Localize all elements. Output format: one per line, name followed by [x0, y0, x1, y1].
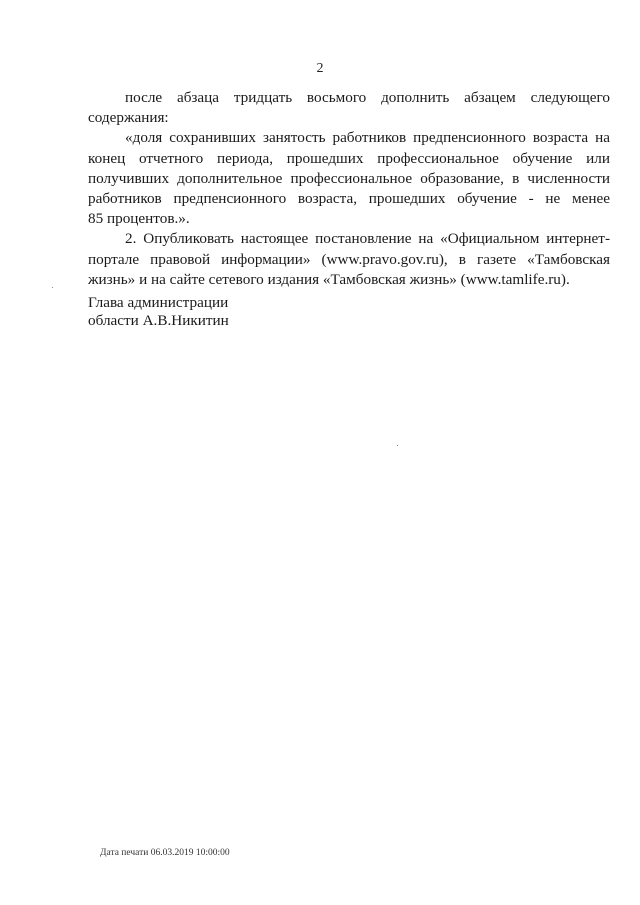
scan-speck: [397, 445, 398, 446]
text-line: 2. Опубликовать настоящее постановление на «Официальном интернет-: [125, 230, 610, 248]
document-body: [88, 88, 610, 290]
print-date-stamp: Дата печати 06.03.2019 10:00:00: [100, 848, 230, 858]
text-line: «доля сохранивших занятость работников предпенсионного возраста на: [125, 129, 610, 147]
signature-block: [88, 294, 229, 329]
paragraph-publication: [88, 229, 610, 290]
text-line: после абзаца тридцать восьмого дополнить абзацем следующего: [125, 89, 610, 106]
page-number: 2: [316, 61, 324, 76]
scan-speck: [52, 287, 53, 288]
text-line: жизнь» и на сайте сетевого издания «Тамбовская жизнь» (www.tamlife.ru).: [88, 270, 570, 288]
text-line: получивших дополнительное профессиональное образование, в численности: [88, 169, 610, 187]
text-line: работников предпенсионного возраста, прошедших обучение - не менее: [88, 190, 610, 208]
text-line: конец отчетного периода, прошедших профессиональное обучение или: [88, 149, 610, 167]
paragraph-amendment-intro: [88, 88, 610, 128]
text-line: портале правовой информации» (www.pravo.gov.ru), в газете «Тамбовская: [88, 250, 610, 268]
text-line: содержания:: [88, 109, 169, 127]
text-line: 85 процентов.».: [88, 210, 190, 228]
signature-title: Глава администрации: [88, 294, 229, 311]
paragraph-quoted-indicator: [88, 128, 610, 229]
signature-name: области А.В.Никитин: [88, 311, 229, 329]
